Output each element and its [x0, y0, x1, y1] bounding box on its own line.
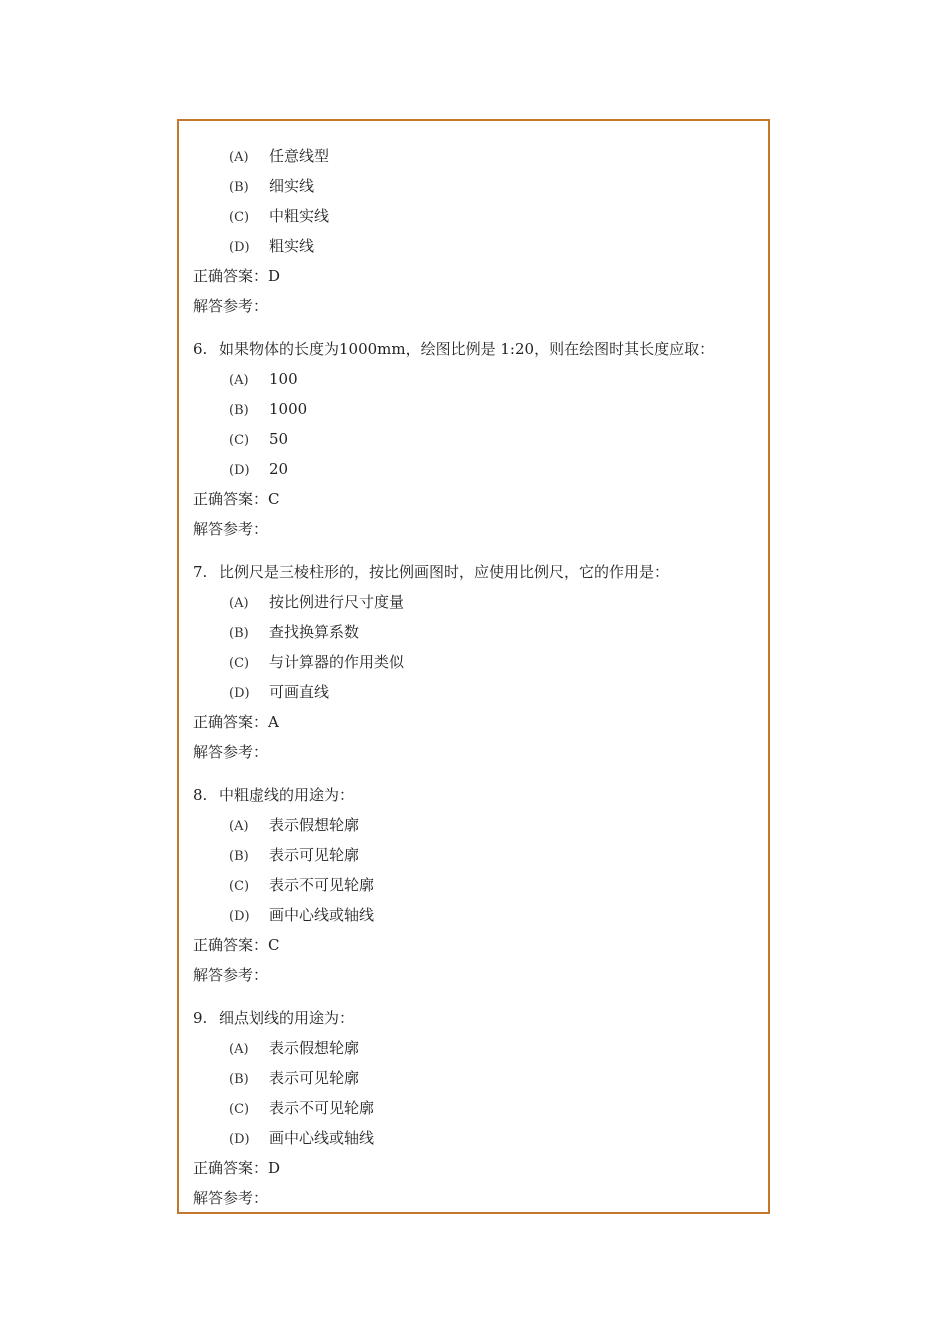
- correct-answer: [193, 261, 758, 291]
- option-letter: (D): [229, 463, 250, 478]
- question-title: [193, 557, 758, 587]
- answer-prefix: 正确答案：: [193, 1159, 269, 1177]
- option-letter: (C): [229, 1102, 250, 1117]
- explanation-label: 解答参考：: [193, 297, 269, 315]
- option-letter: (B): [229, 1072, 249, 1087]
- option-text: 细实线: [269, 177, 315, 195]
- option-text: 粗实线: [269, 237, 315, 255]
- option-letter: (A): [229, 819, 249, 834]
- question-block-8: [193, 780, 758, 990]
- option-letter: (C): [229, 210, 250, 225]
- option-text: 100: [269, 370, 298, 388]
- option-text: 表示假想轮廓: [269, 816, 360, 834]
- explanation-label: 解答参考：: [193, 743, 269, 761]
- option-letter: (D): [229, 909, 250, 924]
- question-number: 8.: [193, 786, 208, 804]
- option-letter: (B): [229, 849, 249, 864]
- question-block-6: [193, 334, 758, 544]
- question-number: 9.: [193, 1009, 208, 1027]
- option-c: [193, 647, 758, 677]
- option-text: 50: [269, 430, 289, 448]
- answer-prefix: 正确答案：: [193, 490, 269, 508]
- option-letter: (B): [229, 403, 249, 418]
- explanation-label: 解答参考：: [193, 966, 269, 984]
- option-text: 任意线型: [269, 147, 330, 165]
- option-letter: (C): [229, 433, 250, 448]
- answer-prefix: 正确答案：: [193, 267, 269, 285]
- option-text: 表示可见轮廓: [269, 1069, 360, 1087]
- question-text: 比例尺是三棱柱形的，按比例画图时，应使用比例尺，它的作用是：: [219, 563, 670, 581]
- option-letter: (C): [229, 656, 250, 671]
- question-text: 如果物体的长度为1000mm，绘图比例是 1:20，则在绘图时其长度应取：: [219, 340, 715, 358]
- question-text: 中粗虚线的用途为：: [219, 786, 355, 804]
- option-b: [193, 394, 758, 424]
- correct-answer: [193, 484, 758, 514]
- question-number: 6.: [193, 340, 208, 358]
- option-text: 查找换算系数: [269, 623, 360, 641]
- answer-value: C: [268, 936, 280, 954]
- option-letter: (C): [229, 879, 250, 894]
- option-letter: (B): [229, 626, 249, 641]
- option-c: [193, 201, 758, 231]
- explanation-label: 解答参考：: [193, 520, 269, 538]
- option-a: [193, 810, 758, 840]
- explanation-label: 解答参考：: [193, 1189, 269, 1207]
- option-letter: (A): [229, 373, 249, 388]
- option-text: 画中心线或轴线: [269, 906, 375, 924]
- correct-answer: [193, 707, 758, 737]
- option-d: [193, 677, 758, 707]
- option-text: 1000: [269, 400, 308, 418]
- option-text: 中粗实线: [269, 207, 330, 225]
- option-text: 按比例进行尺寸度量: [269, 593, 405, 611]
- option-d: [193, 454, 758, 484]
- option-text: 表示假想轮廓: [269, 1039, 360, 1057]
- question-block-partial: [193, 141, 758, 321]
- option-c: [193, 1093, 758, 1123]
- option-letter: (D): [229, 686, 250, 701]
- question-frame: [177, 119, 770, 1214]
- option-text: 画中心线或轴线: [269, 1129, 375, 1147]
- option-b: [193, 1063, 758, 1093]
- question-title: [193, 334, 758, 364]
- answer-prefix: 正确答案：: [193, 713, 269, 731]
- answer-value: C: [268, 490, 280, 508]
- question-block-9: [193, 1003, 758, 1213]
- option-b: [193, 617, 758, 647]
- option-c: [193, 424, 758, 454]
- question-block-7: [193, 557, 758, 767]
- answer-prefix: 正确答案：: [193, 936, 269, 954]
- question-content: [193, 141, 758, 1213]
- option-text: 与计算器的作用类似: [269, 653, 405, 671]
- question-text: 细点划线的用途为：: [219, 1009, 355, 1027]
- option-b: [193, 171, 758, 201]
- option-letter: (A): [229, 596, 249, 611]
- option-d: [193, 1123, 758, 1153]
- question-title: [193, 1003, 758, 1033]
- option-b: [193, 840, 758, 870]
- question-title: [193, 780, 758, 810]
- option-text: 表示不可见轮廓: [269, 876, 375, 894]
- option-d: [193, 900, 758, 930]
- option-a: [193, 1033, 758, 1063]
- option-letter: (D): [229, 240, 250, 255]
- option-c: [193, 870, 758, 900]
- answer-value: A: [268, 713, 279, 731]
- correct-answer: [193, 930, 758, 960]
- option-letter: (D): [229, 1132, 250, 1147]
- answer-value: D: [268, 1159, 281, 1177]
- option-text: 表示不可见轮廓: [269, 1099, 375, 1117]
- option-letter: (A): [229, 150, 249, 165]
- option-text: 可画直线: [269, 683, 330, 701]
- option-letter: (A): [229, 1042, 249, 1057]
- option-text: 20: [269, 460, 289, 478]
- option-a: [193, 587, 758, 617]
- option-d: [193, 231, 758, 261]
- option-letter: (B): [229, 180, 249, 195]
- option-a: [193, 364, 758, 394]
- answer-value: D: [268, 267, 281, 285]
- option-a: [193, 141, 758, 171]
- question-number: 7.: [193, 563, 208, 581]
- option-text: 表示可见轮廓: [269, 846, 360, 864]
- correct-answer: [193, 1153, 758, 1183]
